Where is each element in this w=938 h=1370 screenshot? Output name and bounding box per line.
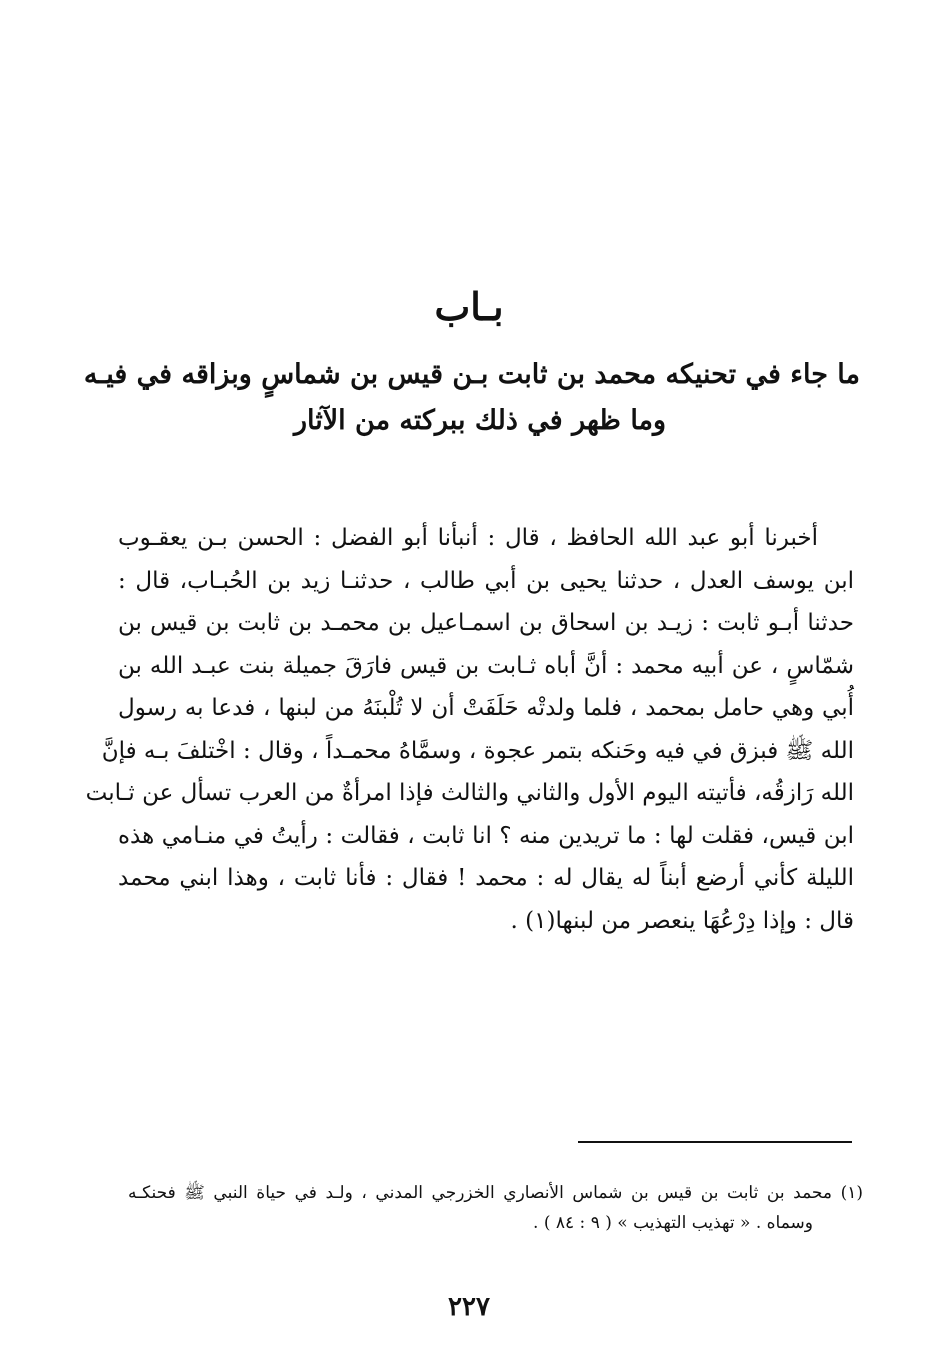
body-line: الله رَازقُه، فأتيته اليوم الأول والثاني والثالث فإذا امرأةٌ من العرب تسأل عن ثـابت bbox=[85, 780, 854, 806]
page-number: ٢٢٧ bbox=[448, 1292, 490, 1322]
chapter-label: بـاب bbox=[434, 284, 504, 329]
footnote-line: وسماه . « تهذيب التهذيب » ( ٩ : ٨٤ ) . bbox=[533, 1213, 813, 1233]
footnotes bbox=[128, 1178, 863, 1238]
body-line: ابن قيس، فقلت لها : ما تريدين منه ؟ انا ثابت ، فقالت : رأيتُ في منـامي هذه bbox=[118, 822, 854, 849]
body-line: حدثنا أبـو ثابت : زيـد بن اسحاق بن اسمـاعيل بن محمـد بن ثابت بن قيس بن bbox=[118, 610, 854, 636]
body-line: الليلة كأني أرضع أبناً له يقال له : محمد ! فقال : فأنا ثابت ، وهذا ابني محمد bbox=[118, 865, 854, 891]
body-line: أخبرنا أبو عبد الله الحافظ ، قال : أنبأنا أبو الفضل : الحسن بـن يعقـوب bbox=[118, 525, 818, 551]
chapter-title bbox=[83, 352, 860, 444]
chapter-title-line: ما جاء في تحنيكه محمد بن ثابت بـن قيس بن شماسٍ وبزاقه في فيـه bbox=[83, 359, 860, 390]
body-line: ابن يوسف العدل ، حدثنا يحيى بن أبي طالب ، حدثنـا زيد بن الحُبـاب، قال : bbox=[118, 567, 854, 594]
footnote-line: (١) محمد بن ثابت بن قيس بن شماس الأنصاري الخزرجي المدني ، ولـد في حياة النبي ﷺ فحنكـه bbox=[128, 1183, 863, 1203]
chapter-title-line: وما ظهر في ذلك ببركته من الآثار bbox=[293, 405, 667, 436]
body-line: قال : وإذا دِرْعُهَا ينعصر من لبنها(١) . bbox=[510, 907, 854, 934]
body-line: الله ﷺ فبزق في فيه وحَنكه بتمر عجوة ، وسمَّاهُ محمـداً ، وقال : اخْتلفَ بـه فإنَّ bbox=[101, 737, 854, 764]
body-line: شمّاسٍ ، عن أبيه محمد : أنَّ أباه ثـابت بن قيس فارَقَ جميلة بنت عبـد الله بن bbox=[118, 652, 854, 679]
body-line: أُبي وهي حامل بمحمد ، فلما ولدتْه حَلَفَتْ أن لا تُلْبنَهُ من لبنها ، فدعا به رسول bbox=[118, 695, 854, 721]
footnote-divider bbox=[578, 1141, 852, 1143]
body-paragraph bbox=[85, 517, 854, 942]
